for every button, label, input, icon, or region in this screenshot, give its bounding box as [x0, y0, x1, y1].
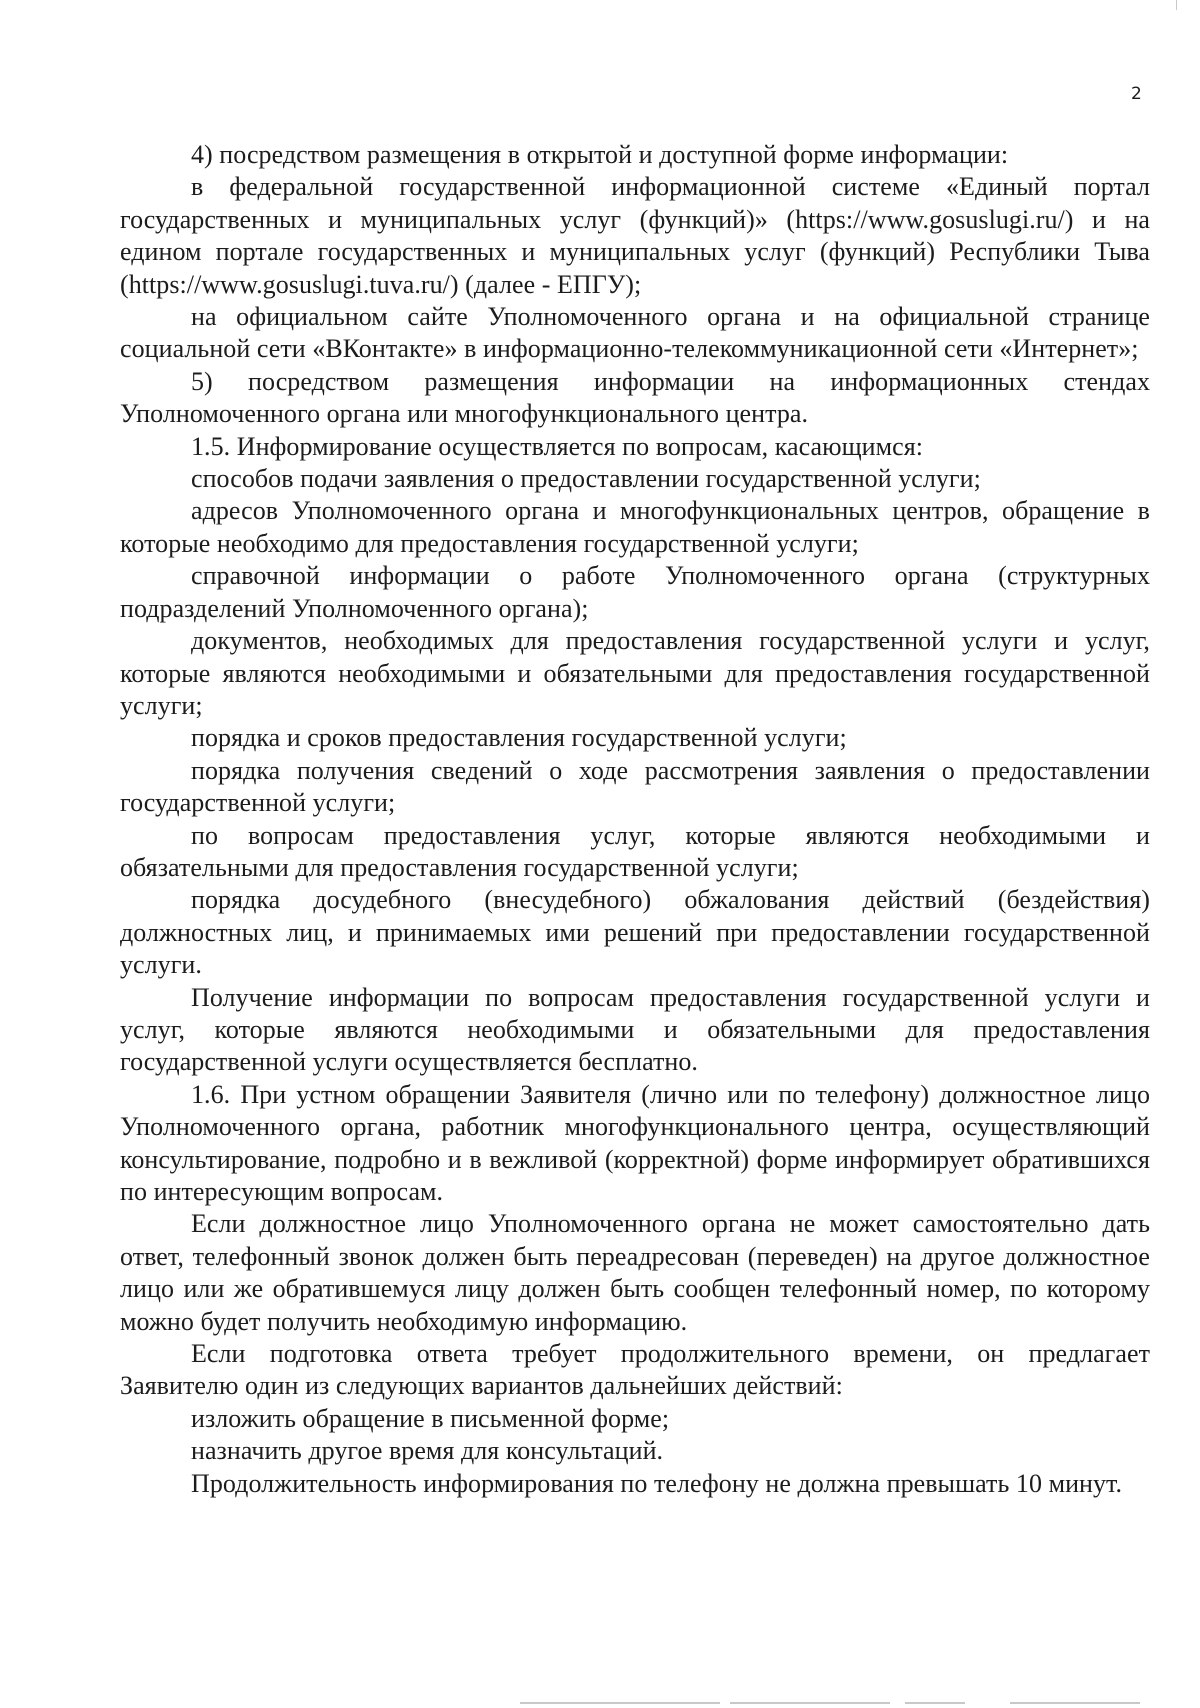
paragraph: способов подачи заявления о предоставлении государственной услуги; — [191, 464, 981, 494]
paragraph: в федеральной государственной информационной системе «Единый портал государственных и муниципальных услуг (функций)» (https://www.gosuslugi.ru/) и на едином портале государственных и муниципальных услуг (функций) Республики Тыва (https://www.gosuslugi.tuva.ru/) (далее - ЕПГУ); — [120, 172, 1150, 299]
paragraph: Получение информации по вопросам предоставления государственной услуги и услуг, которые являются необходимыми и обязательными для предоставления государственной услуги осуществляется бесплатно. — [120, 982, 1150, 1077]
scan-artifact-line — [520, 1702, 720, 1704]
paragraph: 1.6. При устном обращении Заявителя (лично или по телефону) должностное лицо Уполномоченного органа, работник многофункционального центра, осуществляющий консультирование, подробно и в вежливой (корректной) форме информирует обратившихся по интересующим вопросам. — [120, 1079, 1150, 1206]
scan-artifact-line — [1010, 1702, 1140, 1704]
page-number: 2 — [1131, 84, 1142, 104]
scan-artifact-line — [730, 1702, 890, 1704]
paragraph: порядка получения сведений о ходе рассмотрения заявления о предоставлении государственной услуги; — [120, 755, 1150, 818]
paragraph: 1.5. Информирование осуществляется по вопросам, касающимся: — [191, 431, 923, 461]
paragraph: 4) посредством размещения в открытой и доступной форме информации: — [191, 140, 1009, 169]
paragraph: Если подготовка ответа требует продолжительного времени, он предлагает Заявителю один из следующих вариантов дальнейших действий: — [120, 1339, 1150, 1401]
paragraph: документов, необходимых для предоставления государственной услуги и услуг, которые являются необходимыми и обязательными для предоставления государственной услуги; — [120, 626, 1150, 720]
paragraph: по вопросам предоставления услуг, которые являются необходимыми и обязательными для предоставления государственной услуги; — [120, 820, 1150, 882]
scan-edge-mark — [1176, 0, 1177, 10]
paragraph: 5) посредством размещения информации на информационных стендах Уполномоченного органа или многофункционального центра. — [120, 366, 1150, 429]
paragraph: назначить другое время для консультаций. — [191, 1436, 664, 1466]
paragraph: порядка досудебного (внесудебного) обжалования действий (бездействия) должностных лиц, и принимаемых ими решений при предоставлении государственной услуги. — [120, 885, 1150, 980]
paragraph: Если должностное лицо Уполномоченного органа не может самостоятельно дать ответ, телефонный звонок должен быть переадресован (переведен) на другое должностное лицо или же обратившемуся лицу должен быть сообщен телефонный номер, по которому можно будет получить необходимую информацию. — [120, 1209, 1150, 1336]
paragraph: изложить обращение в письменной форме; — [191, 1403, 670, 1433]
paragraph: адресов Уполномоченного органа и многофункциональных центров, обращение в которые необходимо для предоставления государственной услуги; — [120, 496, 1150, 558]
paragraph: справочной информации о работе Уполномоченного органа (структурных подразделений Уполномоченного органа); — [120, 561, 1150, 623]
paragraph: Продолжительность информирования по телефону не должна превышать 10 минут. — [191, 1468, 1123, 1498]
paragraph: порядка и сроков предоставления государственной услуги; — [191, 723, 847, 753]
document-body — [120, 139, 1150, 1500]
paragraph: на официальном сайте Уполномоченного органа и на официальной странице социальной сети «ВКонтакте» в информационно-телекоммуникационной сети «Интернет»; — [120, 302, 1150, 364]
scan-artifact-line — [905, 1702, 965, 1704]
